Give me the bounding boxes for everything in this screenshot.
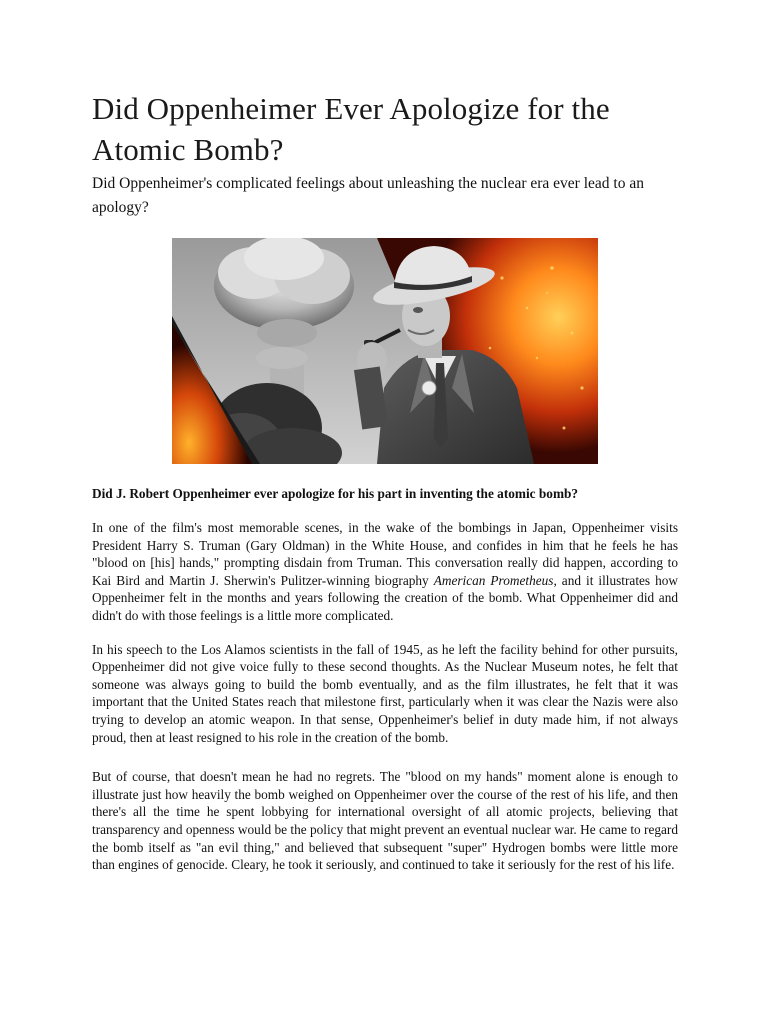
paragraph-1-text-a: In one of the film's most memorable scenes, in the wake of the bombings in Japan, Oppenheimer visits President Harry S. Truman (Gary Oldman) in the White House, and confides in him that he feels he has "blood on [his] hands," prompting disdain from Truman. This conversation really did happen, according to Kai Bird and Martin J. Sherwin's Pulitzer-winning biography	[92, 520, 678, 588]
paragraph-1	[92, 519, 678, 625]
paragraph-2: In his speech to the Los Alamos scientists in the fall of 1945, as he left the facility behind for other pursuits, Oppenheimer did not give voice fully to these second thoughts. As the Nuclear Museum notes, he felt that someone was always going to build the bomb eventually, and as the film illustrates, he felt that it was important that the United States reach that milestone first, particularly when it was clear the Nazis were also trying to develop an atomic weapon. In that sense, Oppenheimer's belief in duty made him, if not always proud, then at least resigned to his role in the creation of the bomb.	[92, 641, 678, 745]
lead-question: Did J. Robert Oppenheimer ever apologize for his part in inventing the atomic bomb?	[92, 486, 579, 501]
paragraph-1-text-b: , and it illustrates how Oppenheimer felt in the months and years following the creation of the bomb. What Oppenheimer did and didn't do with those feelings is a little more complicated.	[92, 572, 679, 623]
hero-illustration	[172, 238, 598, 464]
article-subtitle: Did Oppenheimer's complicated feelings about unleashing the nuclear era ever lead to an apology?	[92, 175, 644, 216]
book-title: American Prometheus	[433, 572, 554, 588]
article-title: Did Oppenheimer Ever Apologize for the Atomic Bomb?	[92, 91, 610, 167]
article	[92, 88, 678, 874]
hero-image	[172, 238, 598, 464]
paragraph-3: But of course, that doesn't mean he had no regrets. The "blood on my hands" moment alone is enough to illustrate just how heavily the bomb weighed on Oppenheimer over the course of the rest of his life, and then there's all the time he spent lobbying for international oversight of all atomic projects, believing that transparency and openness would be the policy that might prevent an eventual nuclear war. He came to regard the bomb itself as "an evil thing," and believed that subsequent "super" Hydrogen bombs were little more than engines of genocide. Cleary, he took it seriously, and continued to take it seriously for the rest of his life.	[92, 769, 678, 873]
